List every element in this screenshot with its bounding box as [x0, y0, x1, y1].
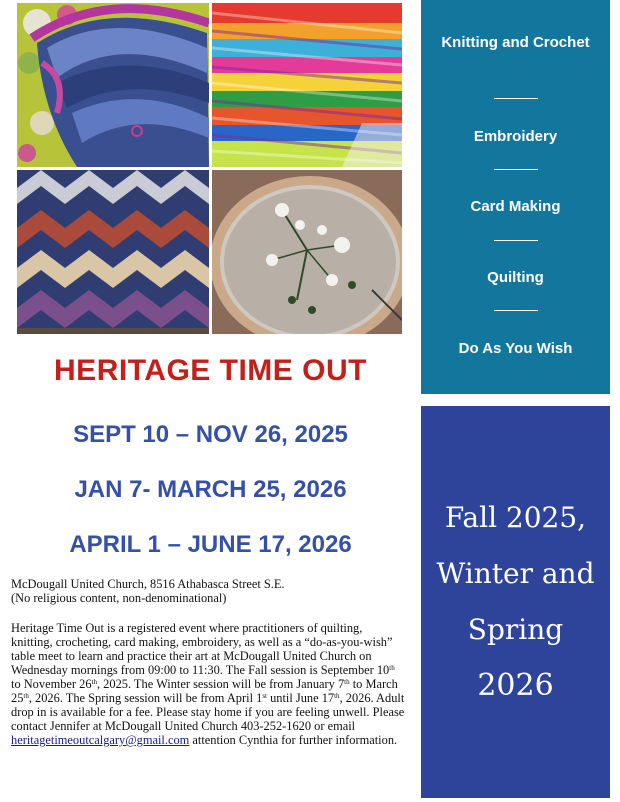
description-paragraph: Heritage Time Out is a registered event where practitioners of quilting, knitting, crocheting, card making, embroidery, as well as a “do-as-you-wish” table meet to learn and practice their art at McDougall United Church on Wednesday mornings from 09:00 to 11:30. The Fall session is September 10th to November 26th, 2025. The Winter session will be from January 7th to March 25th, 2026. The Spring session will be from April 1st until June 17th, 2026. Adult drop in is available for a fee. Please stay home if you are feeling unwell. Please contact Jennifer at McDougall United Church 403-252-1620 or email heritagetimeoutcalgary@gmail.com attention Cynthia for further information.: [11, 621, 405, 747]
spring-session-dates: APRIL 1 – JUNE 17, 2026: [69, 531, 352, 558]
page-title: HERITAGE TIME OUT: [54, 354, 367, 387]
address-note: (No religious content, non-denominational): [11, 591, 227, 605]
knitting-photo: [17, 3, 209, 167]
season-line-1: Fall 2025,: [444, 501, 587, 534]
address-block: [11, 577, 407, 605]
season-line-3: Spring: [467, 613, 564, 646]
address-line: McDougall United Church, 8516 Athabasca Street S.E.: [11, 577, 285, 591]
activity-divider: [494, 310, 538, 311]
activity-do-as-you-wish: Do As You Wish: [458, 340, 573, 357]
activities-panel: [421, 0, 610, 394]
activity-divider: [494, 240, 538, 241]
fall-session-dates: SEPT 10 – NOV 26, 2025: [73, 421, 348, 448]
email-link[interactable]: heritagetimeoutcalgary@gmail.com: [11, 733, 190, 747]
activity-knitting-crochet: Knitting and Crochet: [441, 34, 590, 51]
embroidery-photo: [212, 170, 402, 334]
activity-divider: [494, 98, 538, 99]
activity-embroidery: Embroidery: [473, 128, 558, 145]
activity-card-making: Card Making: [470, 198, 561, 215]
crochet-photo: [212, 3, 402, 167]
quilting-photo: [17, 170, 209, 334]
season-line-4: 2026: [477, 668, 554, 703]
season-line-2: Winter and: [436, 557, 595, 590]
activity-quilting: Quilting: [487, 269, 544, 286]
activity-divider: [494, 169, 538, 170]
winter-session-dates: JAN 7- MARCH 25, 2026: [74, 476, 347, 503]
seasons-panel: [421, 406, 610, 798]
